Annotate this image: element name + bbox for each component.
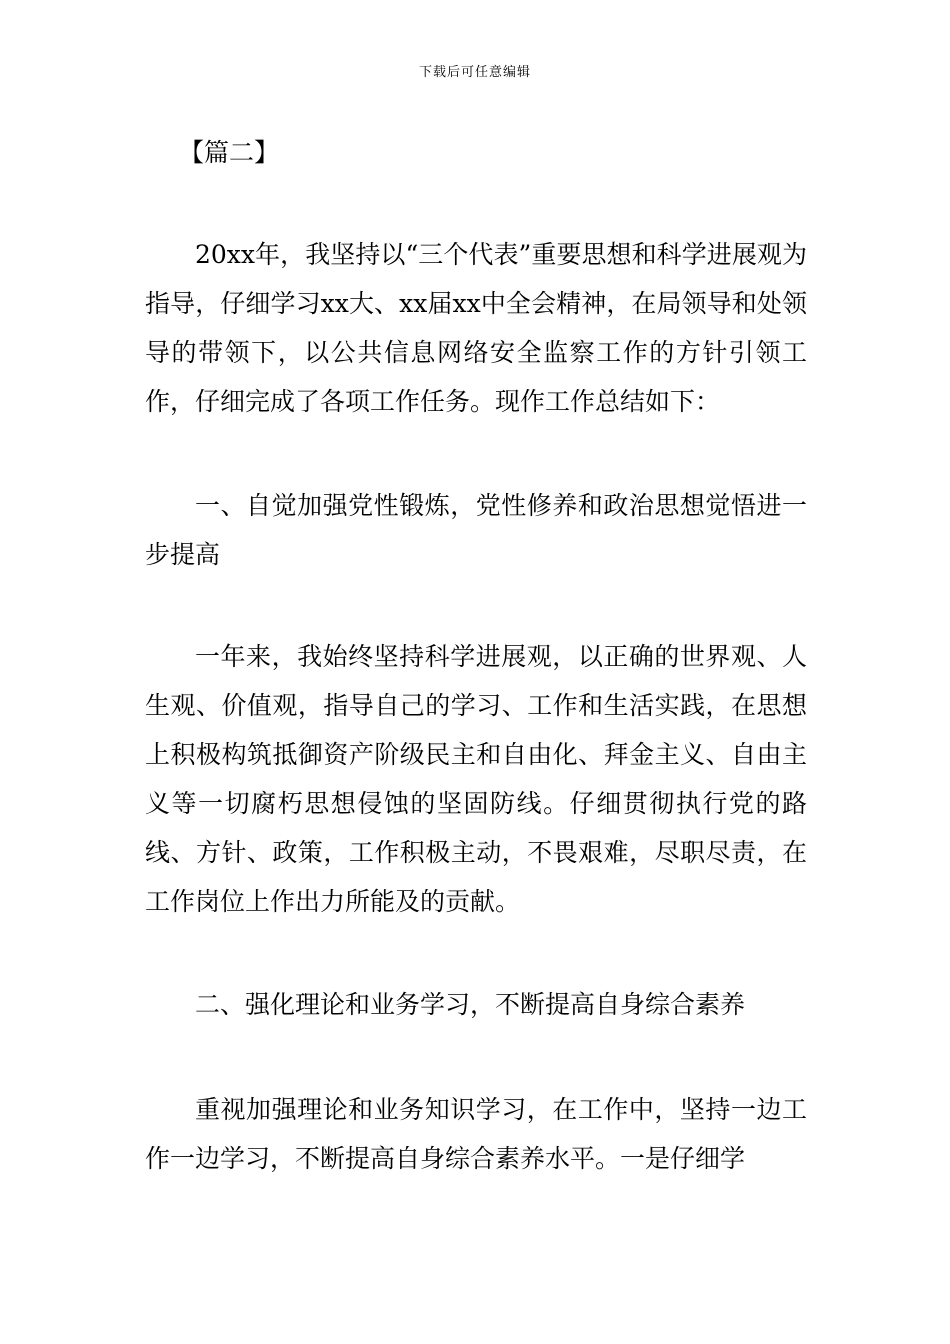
page-header-note: 下载后可任意编辑 [418, 65, 531, 80]
paragraph-section-1: 一年来，我始终坚持科学进展观，以正确的世界观、人生观、价值观，指导自己的学习、工作和生活实践，在思想上积极构筑抵御资产阶级民主和自由化、拜金主义、自由主义等一切腐朽思想侵蚀的坚固防线。仔细贯彻执行党的路线、方针、政策，工作积极主动，不畏艰难，尽职尽责，在工作岗位上作出力所能及的贡献。 [145, 642, 807, 916]
paragraph-section-2: 重视加强理论和业务知识学习，在工作中，坚持一边工作一边学习，不断提高自身综合素养水平。一是仔细学 [145, 1095, 807, 1173]
paragraph-gap [145, 426, 807, 481]
paragraph-gap [145, 926, 807, 980]
section-heading-1: 一、自觉加强党性锻炼，党性修养和政治思想觉悟进一步提高 [145, 491, 807, 569]
paragraph-gap [145, 1029, 807, 1085]
paragraph-gap [145, 177, 807, 230]
paragraph-gap [145, 579, 807, 632]
paragraph-intro: 20xx年，我坚持以“三个代表”重要思想和科学进展观为指导，仔细学习xx大、xx届xx中全会精神，在局领导和处领导的带领下，以公共信息网络安全监察工作的方针引领工作，仔细完成了各项工作任务。现作工作总结如下： [145, 240, 807, 416]
section-heading-2: 二、强化理论和业务学习，不断提高自身综合素养 [195, 990, 746, 1019]
section-label: 【篇二】 [179, 138, 280, 167]
document-body [145, 128, 807, 1183]
